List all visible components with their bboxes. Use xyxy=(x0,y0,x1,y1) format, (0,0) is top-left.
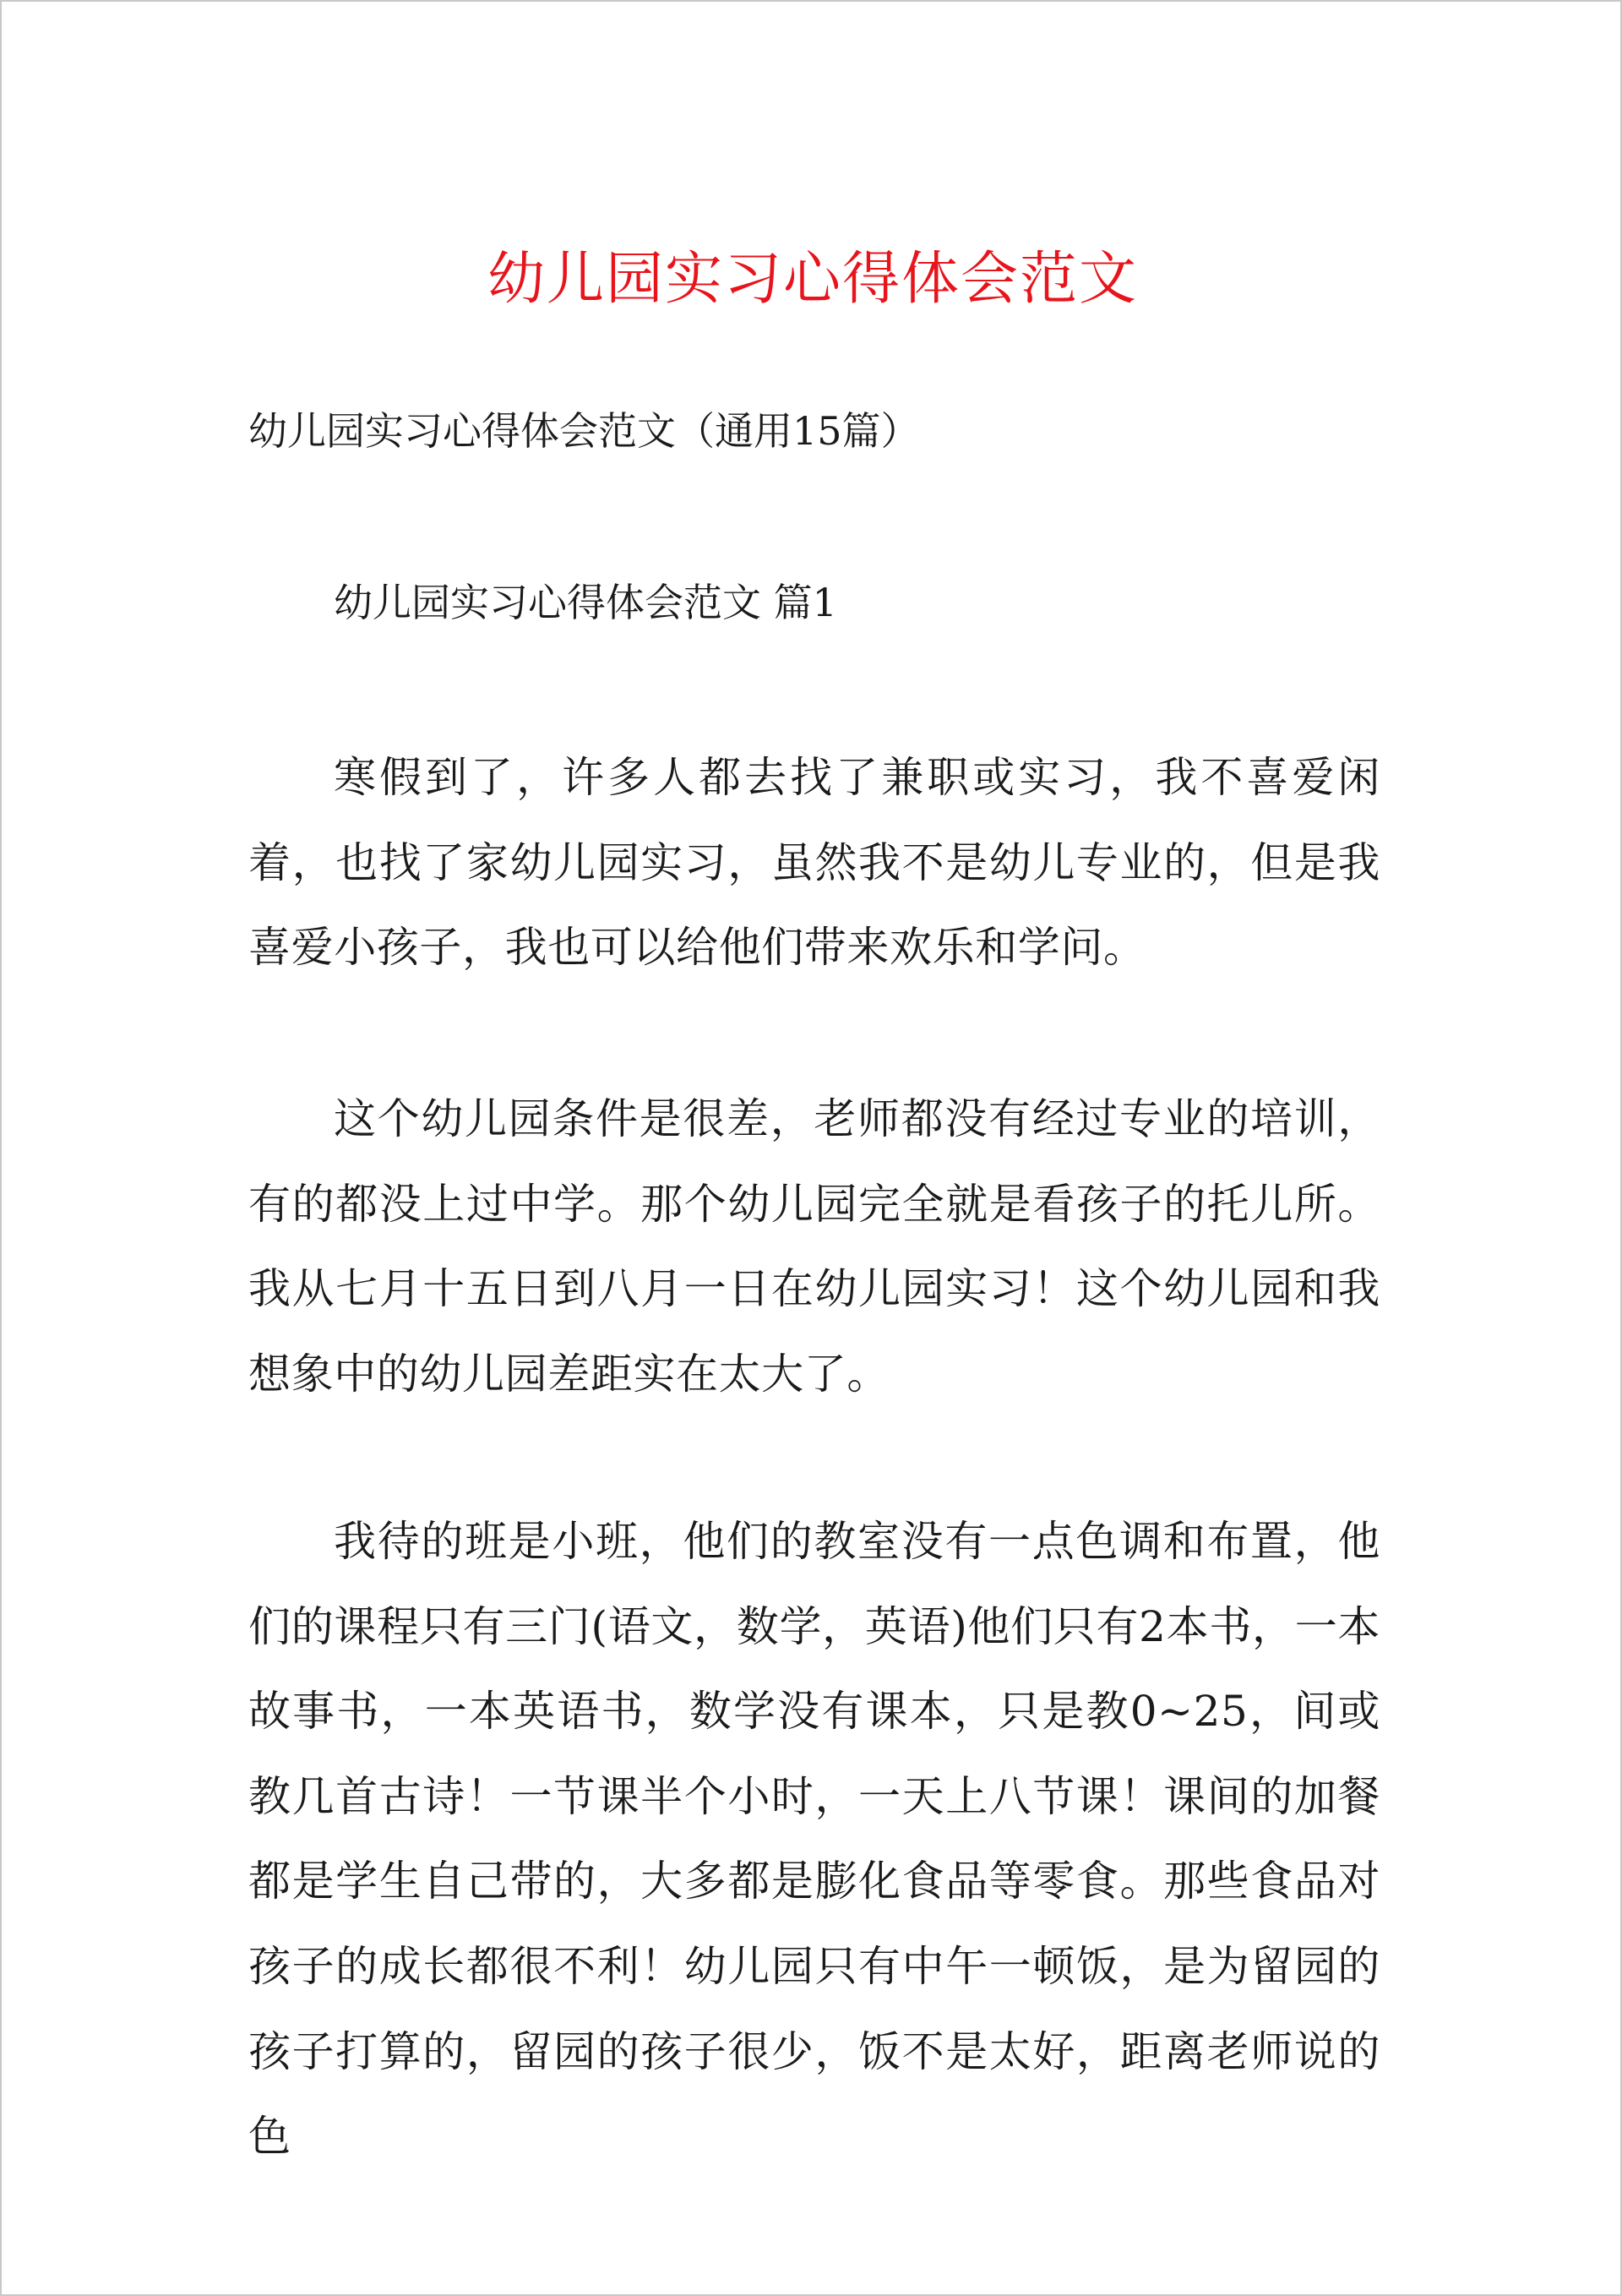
document-subtitle: 幼儿园实习心得体会范文（通用15篇） xyxy=(248,408,920,454)
paragraph: 寒假到了，许多人都去找了兼职或实习，我不喜爱闲着，也找了家幼儿园实习，虽然我不是幼儿专业的，但是我喜爱小孩子，我也可以给他们带来欢乐和学问。 xyxy=(248,753,1380,973)
document-title: 幼儿园实习心得体会范文 xyxy=(487,246,1138,313)
paragraph: 我待的班是小班，他们的教室没有一点色调和布置，他们的课程只有三门(语文，数学，英语)他们只有2本书，一本故事书，一本英语书，数学没有课本，只是教0~25，间或教几首古诗！一节课半个小时，一天上八节课！课间的加餐都是学生自己带的，大多都是膨化食品等零食。那些食品对孩子的成长都很不利！幼儿园只有中午一顿饭，是为留园的孩子打算的，留园的孩子很少，饭不是太好，距离老师说的色 xyxy=(248,1517,1380,2162)
paragraph: 这个幼儿园条件是很差，老师都没有经过专业的培训，有的都没上过中学。那个幼儿园完全就是看孩子的托儿所。我从七月十五日到八月一日在幼儿园实习！这个幼儿园和我想象中的幼儿园差距实在太大了。 xyxy=(248,1094,1380,1399)
section-heading: 幼儿园实习心得体会范文 篇1 xyxy=(334,580,837,625)
